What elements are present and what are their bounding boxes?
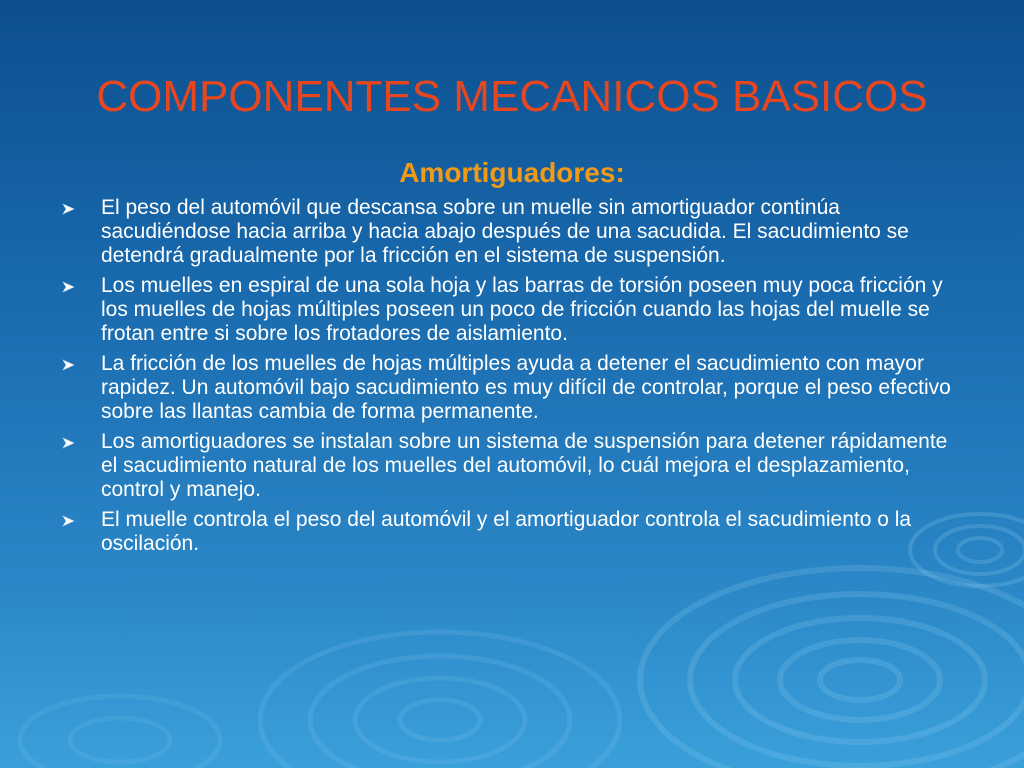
bullet-item [62,196,967,268]
arrow-bullet-icon [62,515,76,527]
bullet-list [62,196,967,562]
slide-subtitle: Amortiguadores: [399,157,625,188]
bullet-item [62,274,967,346]
arrow-bullet-icon [62,281,76,293]
arrow-bullet-icon [62,359,76,371]
bullet-item [62,352,967,424]
bullet-text: Los muelles en espiral de una sola hoja y las barras de torsión poseen muy poca fricción y los muelles de hojas múltiples poseen un poco de fricción cuando las hojas del muelle se frotan entre si sobre los frotadores de aislamiento. [101,274,943,345]
bullet-text: Los amortiguadores se instalan sobre un sistema de suspensión para detener rápidamente el sacudimiento natural de los muelles del automóvil, lo cuál mejora el desplazamiento, control y manejo. [101,430,948,501]
arrow-bullet-icon [62,203,76,215]
arrow-bullet-icon [62,437,76,449]
slide-title: COMPONENTES MECANICOS BASICOS [96,72,928,121]
bullet-item [62,430,967,502]
bullet-item [62,508,967,556]
bullet-text: El muelle controla el peso del automóvil y el amortiguador controla el sacudimiento o la oscilación. [101,508,912,555]
bullet-text: El peso del automóvil que descansa sobre un muelle sin amortiguador continúa sacudiéndose hacia arriba y hacia abajo después de una sacudida. El sacudimiento se detendrá gradualmente por la fricción en el sistema de suspensión. [101,196,909,267]
bullet-text: La fricción de los muelles de hojas múltiples ayuda a detener el sacudimiento con mayor rapidez. Un automóvil bajo sacudimiento es muy difícil de controlar, porque el peso efectivo sobre las llantas cambia de forma permanente. [101,352,951,423]
